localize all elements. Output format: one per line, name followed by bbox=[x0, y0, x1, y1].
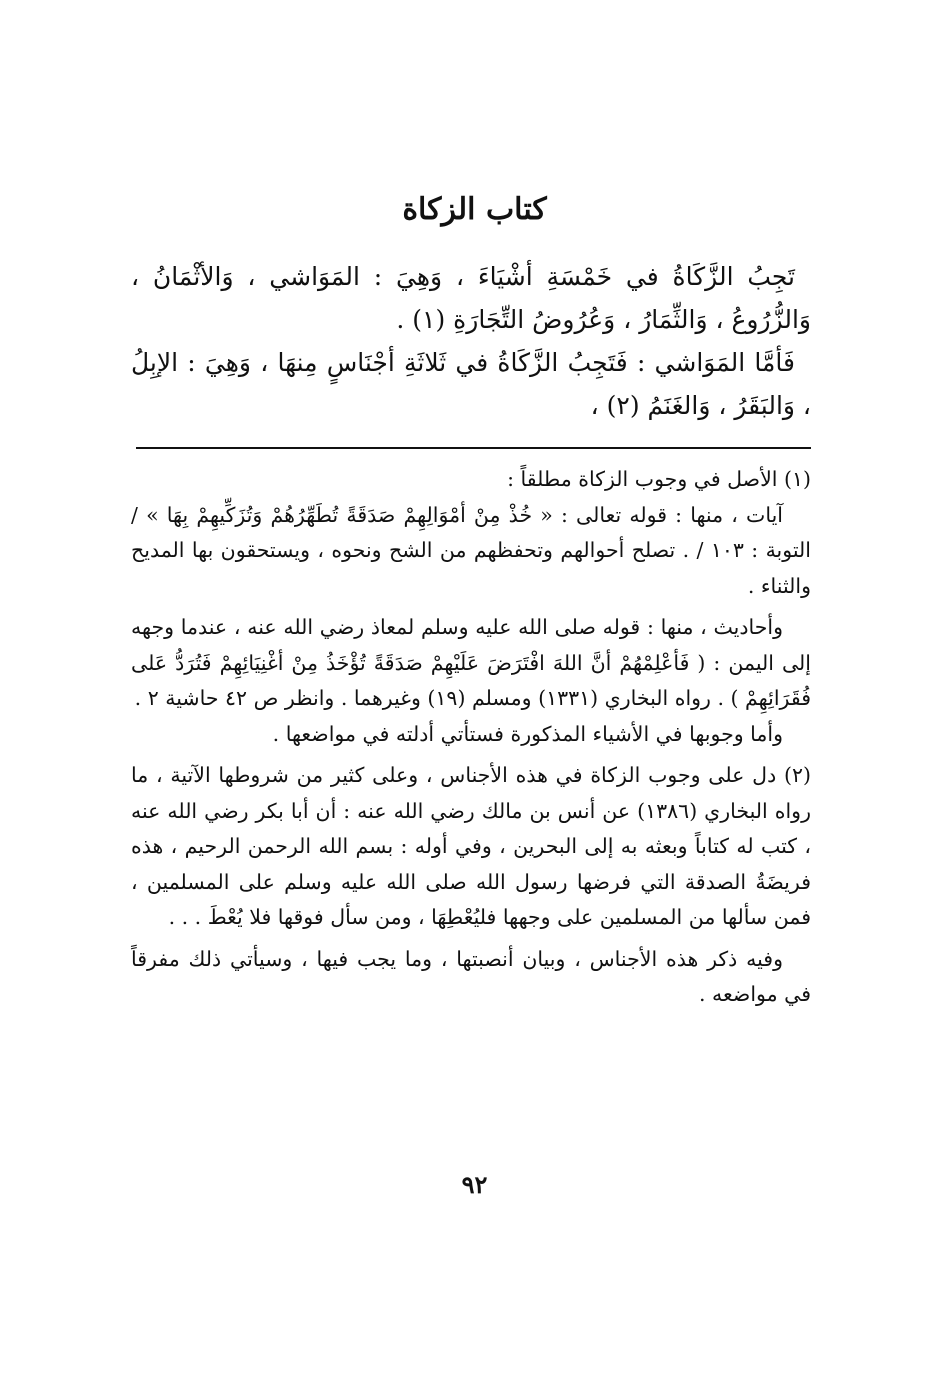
main-text bbox=[131, 255, 811, 427]
chapter-title: كتاب الزكاة bbox=[402, 192, 547, 227]
footnotes bbox=[131, 462, 811, 1013]
footnote-divider bbox=[136, 447, 811, 449]
footnote-paragraph: وفيه ذكر هذه الأجناس ، وبيان أنصبتها ، وما يجب فيها ، وسيأتي ذلك مفرقاً في مواضعه . bbox=[131, 946, 811, 1006]
footnote-heading: (١) الأصل في وجوب الزكاة مطلقاً : bbox=[507, 467, 811, 491]
footnote-paragraph: (٢) دل على وجوب الزكاة في هذه الأجناس ، وعلى كثير من شروطها الآتية ، ما رواه البخاري (١٣٨٦) عن أنس بن مالك رضي الله عنه : أن أبا بكر رضي الله عنه ، كتب له كتاباً وبعثه به إلى البحرين ، وفي أوله : بسم الله الرحمن الرحيم ، هذه فريضَةُ الصدقة التي فرضها رسول الله صلى الله عليه وسلم على المسلمين ، فمن سألها من المسلمين على وجهها فليُعْطِهَا ، ومن سأل فوقها فلا يُعْطَ . . . bbox=[131, 763, 811, 929]
footnote-paragraph: آيات ، منها : قوله تعالى : « خُذْ مِنْ أمْوَالِهِمْ صَدَقَةً تُطَهِّرُهُمْ وَتُزَكِّيهِمْ بِهَا » / التوبة : ١٠٣ / . تصلح أحوالهم وتحفظهم من الشح ونحوه ، ويستحقون بها المديح والثناء . bbox=[131, 502, 811, 598]
main-paragraph: فَأمَّا المَوَاشي : فَتَجِبُ الزَّكَاةُ في ثَلاثَةِ أجْنَاسٍ مِنهَا ، وَهِيَ : الإبِلُ ، وَالبَقَرُ ، وَالغَنَمُ (٢) ، bbox=[131, 348, 811, 420]
main-paragraph: تَجِبُ الزَّكَاةُ في خَمْسَةِ أشْيَاءَ ، وَهِيَ : المَوَاشي ، وَالأثْمَانُ ، وَالزُّرُوعُ ، وَالثِّمَارُ ، وَعُرُوضُ التِّجَارَةِ (١) . bbox=[131, 262, 811, 334]
footnote-paragraph: وأما وجوبها في الأشياء المذكورة فستأتي أدلته في مواضعها . bbox=[272, 721, 783, 746]
page-number: ٩٢ bbox=[461, 1170, 488, 1199]
footnote-paragraph: وأحاديث ، منها : قوله صلى الله عليه وسلم لمعاذ رضي الله عنه ، عندما وجهه إلى اليمن : ( فَأعْلِمْهُمْ أنَّ اللهَ افْتَرَضَ عَلَيْهِمْ صَدَقَةً تُؤْخَذُ مِنْ أغْنِيَائِهِمْ فَتُرَدُّ عَلى فُقَرَائِهِمْ ) . رواه البخاري (١٣٣١) ومسلم (١٩) وغيرهما . وانظر ص ٤٢ حاشية ٢ . bbox=[131, 615, 811, 710]
